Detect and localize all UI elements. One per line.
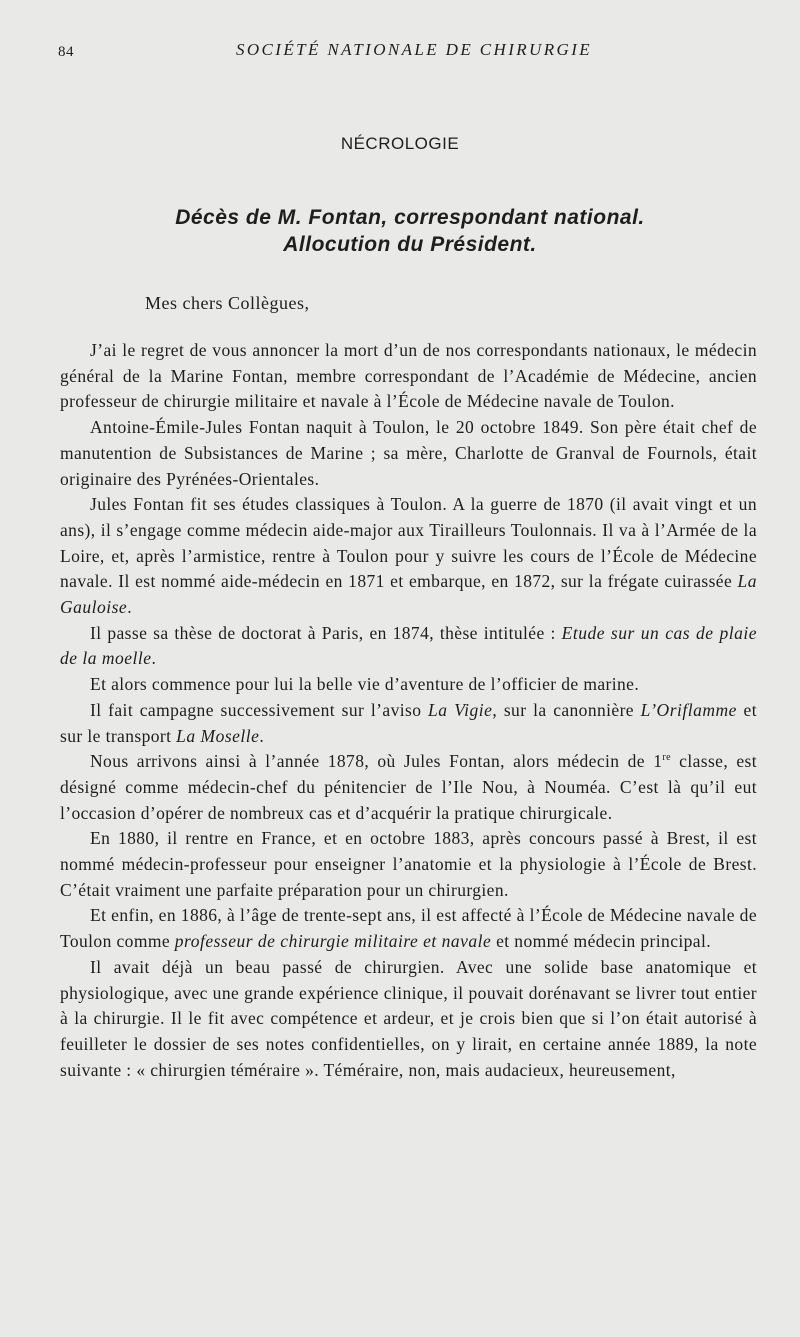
paragraph-2: Antoine-Émile-Jules Fontan naquit à Toulon, le 20 octobre 1849. Son père était chef de manutention de Subsistances de Marine ; sa mère, Charlotte de Granval de Fournols, était originaire des Pyrénées-Orientales.	[60, 417, 757, 489]
paragraph-6-text-2: , sur la canonnière	[492, 699, 641, 720]
journal-title: SOCIÉTÉ NATIONALE DE CHIRURGIE	[235, 40, 593, 59]
running-head	[58, 40, 760, 70]
section-heading: NÉCROLOGIE	[340, 134, 460, 153]
paragraph-7-text-2: classe, est désigné comme médecin-chef du pénitencier de l’Ile Nou, à Nouméa. C’est là qu’il eut l’occasion d’opérer de nombreux cas et d’acquérir la pratique chirurgicale.	[60, 751, 757, 823]
ship-name-la-vigie: La Vigie	[428, 699, 493, 720]
paragraph-8: En 1880, il rentre en France, et en octobre 1883, après concours passé à Brest, il est nommé médecin-professeur pour enseigner l’anatomie et la physiologie à l’École de Brest. C’était vraiment une parfaite préparation pour un chirurgien.	[60, 828, 757, 900]
ship-name-la-moselle: La Moselle	[176, 725, 260, 746]
paragraph-1: J’ai le regret de vous annoncer la mort d’un de nos correspondants nationaux, le médecin général de la Marine Fontan, membre correspondant de l’Académie de Médecine, ancien professeur de chirurgie militaire et navale à l’École de Médecine navale de Toulon.	[60, 340, 757, 412]
ship-name-l-oriflamme: L’Oriflamme	[640, 699, 737, 720]
article-title	[60, 204, 760, 258]
paragraph-6	[60, 698, 757, 749]
body-text	[60, 338, 757, 1083]
paragraph-5: Et alors commence pour lui la belle vie d’aventure de l’officier de marine.	[90, 674, 640, 695]
thesis-title: Etude sur un cas de plaie de la moelle	[60, 622, 757, 669]
paragraph-9-end: et nommé médecin principal.	[491, 931, 711, 952]
ordinal-superscript: re	[662, 752, 671, 764]
article-title-line-2: Allocution du Président.	[283, 233, 537, 256]
paragraph-6-text-3: et sur le transport	[60, 699, 757, 746]
paragraph-9	[60, 903, 757, 954]
paragraph-6-end: .	[259, 725, 265, 746]
paragraph-3-text: Jules Fontan fit ses études classiques à Toulon. A la guerre de 1870 (il avait vingt et un ans), il s’engage comme médecin aide-major aux Tirailleurs Toulonnais. Il va à l’Armée de la Loire, et, après l’armistice, rentre à Toulon pour y suivre les cours de l’École de Médecine navale. Il est nommé aide-médecin en 1871 et embarque, en 1872, sur la frégate cuirassée	[60, 494, 757, 592]
article-title-line-1: Décès de M. Fontan, correspondant national.	[175, 206, 645, 229]
salutation: Mes chers Collègues,	[145, 293, 310, 313]
paragraph-4	[60, 621, 757, 672]
paragraph-9-text: Et enfin, en 1886, à l’âge de trente-sept ans, il est affecté à l’École de Médecine navale de Toulon comme	[60, 905, 757, 952]
paragraph-3-end: .	[127, 597, 132, 618]
paragraph-4-end: .	[151, 648, 157, 669]
paragraph-7	[60, 749, 757, 826]
paragraph-6-text: Il fait campagne successivement sur l’aviso	[90, 699, 429, 720]
page-number: 84	[58, 44, 74, 60]
paragraph-10: Il avait déjà un beau passé de chirurgien. Avec une solide base anatomique et physiologique, avec une grande expérience clinique, il pouvait dorénavant se livrer tout entier à la chirurgie. Il le fit avec compétence et ardeur, et je crois bien que si l’on était autorisé à feuilleter le dossier de ses notes confidentielles, on y lirait, en certaine année 1889, la note suivante : « chirurgien téméraire ». Téméraire, non, mais audacieux, heureusement,	[60, 956, 757, 1080]
paragraph-3	[60, 492, 757, 621]
paragraph-7-text: Nous arrivons ainsi à l’année 1878, où Jules Fontan, alors médecin de 1	[90, 751, 663, 772]
paragraph-4-text: Il passe sa thèse de doctorat à Paris, en 1874, thèse intitulée :	[90, 622, 562, 643]
ship-name-la-gauloise: La Gauloise	[60, 571, 757, 618]
professorship-title: professeur de chirurgie militaire et navale	[174, 931, 492, 952]
